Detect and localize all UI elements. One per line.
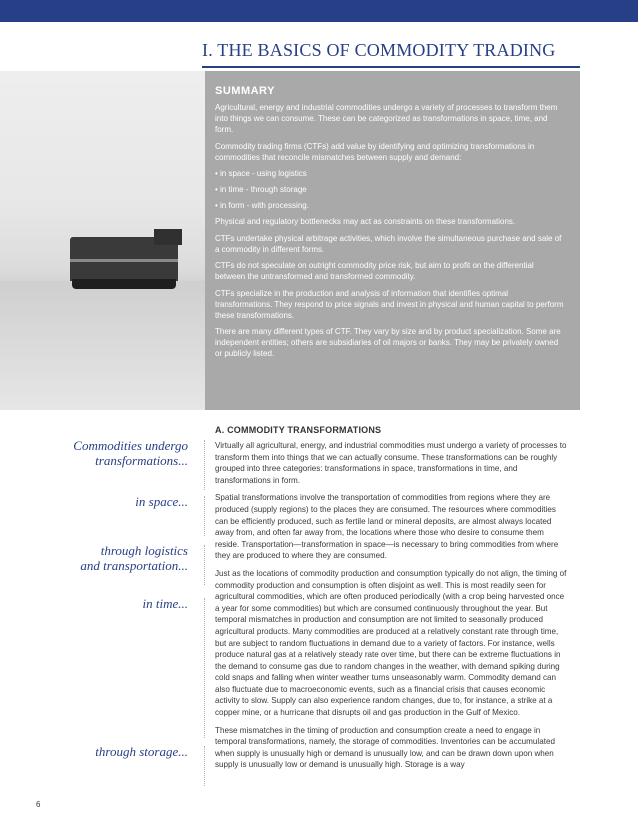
dotted-divider (204, 598, 205, 738)
sidebar-quote-space: in space... (135, 494, 188, 509)
dotted-divider (204, 746, 205, 786)
body-paragraph: Just as the locations of commodity production and consumption typically do not align, the timing of commodity production and consumption is often disjoint as well. This is most readily seen for agricultural commodities, which are often produced periodically (with a crop being harvested once a year for some commodities) but which are consumed continuously throughout the year. But temporal mismatches in production and consumption are not limited to seasonally produced agricultural products. Many commodities are produced at a relatively constant rate through time, but are subject to random fluctuations in demand due to a variety of factors. For instance, wells produce natural gas at a relatively steady rate over time, but there can be extreme fluctuations in the demand to consume gas due to random changes in the weather, with demand spiking during cold snaps and falling when winter weather turns unseasonably warm. Commodity demand can also fluctuate due to macroeconomic events, such as a financial crisis that causes economic activity to slow. Supply can also experience random changes, due to, for instance, a strike at a copper mine, or a hurricane that disrupts oil and gas production in the Gulf of Mexico. (215, 568, 567, 718)
summary-paragraph: CTFs do not speculate on outright commodity price risk, but aim to profit on the differential between the untransformed and transformed commodity. (215, 261, 534, 281)
dotted-divider (204, 440, 205, 490)
summary-bullet: • in time - through storage (215, 185, 307, 194)
locomotive-cab (154, 229, 182, 245)
page-title: I. THE BASICS OF COMMODITY TRADING (202, 40, 556, 60)
title-rule (202, 66, 580, 68)
sidebar-quote-line: through logistics (100, 543, 188, 558)
body-paragraph: Virtually all agricultural, energy, and industrial commodities must undergo a variety of processes to transform them into things that we can actually consume. These transformations can be roughly grouped into three categories: transformations in space, transformations in time, and transformations in form. (215, 441, 567, 485)
page-number: 6 (36, 800, 41, 809)
sidebar-quote-line: and transportation... (80, 558, 188, 573)
top-color-band (0, 0, 638, 22)
summary-bullet: • in form - with processing. (215, 201, 309, 210)
summary-paragraph: Physical and regulatory bottlenecks may act as constraints on these transformations. (215, 217, 516, 226)
summary-text (215, 102, 565, 365)
summary-paragraph: CTFs undertake physical arbitrage activities, which involve the simultaneous purchase and sale of a commodity in different forms. (215, 233, 562, 254)
summary-paragraph: Commodity trading firms (CTFs) add value by identifying and optimizing transformations in commodities that reconcile mismatches between supply and demand: (215, 141, 535, 162)
sidebar-quote-transformations (73, 438, 188, 468)
body-paragraph: Spatial transformations involve the transportation of commodities from regions where they are produced (supply regions) to the places they are consumed. The resources where commodities can be efficiently produced, such as fertile land or mineral deposits, are almost always located away from, and often far away from, the locations where those who desire to consume them reside. Transportation—transformation in space—is necessary to bring commodities from where they are produced to where they are consumed. (215, 493, 559, 561)
section-heading: A. COMMODITY TRANSFORMATIONS (215, 425, 382, 435)
sidebar-quote-line: transformations... (95, 453, 188, 468)
locomotive-stripe (70, 259, 178, 262)
sidebar-quote-line: Commodities undergo (73, 438, 188, 453)
summary-heading: SUMMARY (215, 85, 275, 97)
sidebar-quote-time: in time... (142, 596, 188, 611)
section-body (215, 440, 570, 777)
summary-paragraph: Agricultural, energy and industrial commodities undergo a variety of processes to transform them into things we can consume. These can be categorized as transformations in space, time, and form. (215, 103, 558, 134)
sidebar-quote-storage: through storage... (95, 744, 188, 759)
summary-bullet: • in space - using logistics (215, 169, 307, 178)
summary-paragraph: CTFs specialize in the production and analysis of information that identifies optimal transformations. They respond to price signals and invest in physical and human capital to perform these transformations. (215, 288, 564, 320)
summary-paragraph: There are many different types of CTF. They vary by size and by product specialization. Some are independent entities; others are subsidiaries of oil majors or banks. They may be privately owned or publicly listed. (215, 327, 561, 358)
body-paragraph: These mismatches in the timing of production and consumption create a need to engage in temporal transformations, namely, the storage of commodities. Inventories can be accumulated when supply is unusually high or demand is unusually low, and can be drawn down upon when supply is unusually low or demand is unusually high. Storage is a way (215, 725, 555, 770)
dotted-divider (204, 545, 205, 585)
sidebar-quote-logistics (80, 543, 188, 573)
locomotive-wheels (72, 279, 176, 289)
dotted-divider (204, 496, 205, 536)
photo-ground (0, 281, 205, 410)
